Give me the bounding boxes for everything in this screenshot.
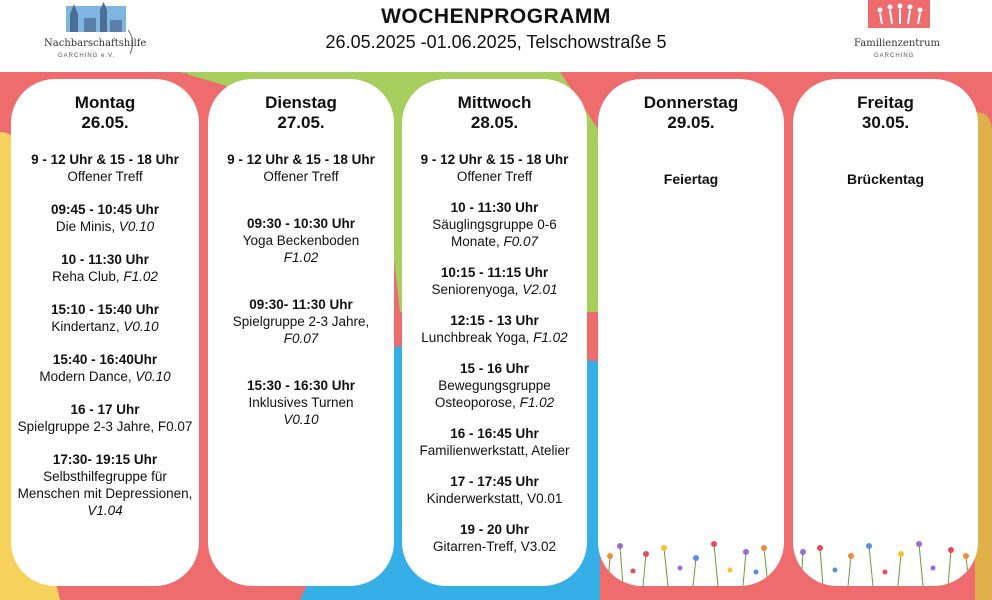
day-name: Montag [74,93,136,112]
entry-room: V2.01 [522,282,558,297]
entry-time: 10:15 - 11:15 Uhr [440,265,549,280]
entry-room: F1.02 [283,250,319,265]
entry-description: Spielgruppe 2-3 Jahre, F0.07 [17,419,193,434]
day-date: 28.05. [470,113,519,132]
entry-room: F1.02 [123,269,158,284]
holiday-note: Brückentag [846,171,925,187]
entry-description: Gitarren-Treff, V3.02 [432,539,557,554]
program-entry [208,296,394,347]
entry-description: Bewegungsgruppe Osteoporose, [434,378,551,410]
program-entry [11,301,199,335]
program-entry [402,199,587,250]
program-entry [11,401,199,435]
entry-room: F1.02 [533,330,568,345]
logo-right-name: Familienzentrum [854,38,941,49]
program-entry [11,201,199,235]
logo-left-name: Nachbarschaftshilfe [44,38,147,49]
entry-description: Die Minis, [55,219,119,234]
entry-time: 9 - 12 Uhr & 15 - 18 Uhr [31,152,179,167]
entry-time: 09:45 - 10:45 Uhr [50,202,160,217]
entry-description: Inklusives Turnen [248,395,354,410]
day-date: 30.05. [861,113,910,132]
program-entry [402,312,587,346]
day-date: 29.05. [667,113,715,132]
entry-room: V0.10 [135,369,171,384]
entry-time: 17:30- 19:15 Uhr [52,452,158,467]
page-subtitle: 26.05.2025 -01.06.2025, Telschowstraße 5 [325,32,667,52]
program-entry [11,451,199,519]
entry-time: 19 - 20 Uhr [459,522,530,537]
day-name: Dienstag [265,93,337,112]
program-entry [402,264,587,298]
program-entry [402,151,587,185]
program-entry [11,251,199,285]
entry-time: 15:30 - 16:30 Uhr [246,378,356,393]
program-entry [402,521,587,555]
day-card-dienstag [208,79,394,586]
program-entry [208,215,394,266]
entry-description: Reha Club, [52,269,124,284]
family-tree-icon [850,0,945,40]
page-title: WOCHENPROGRAMM [381,5,611,28]
entry-time: 9 - 12 Uhr & 15 - 18 Uhr [420,152,569,167]
day-name: Mittwoch [457,93,532,112]
entry-time: 17 - 17:45 Uhr [450,474,539,489]
program-entry [208,151,394,185]
header [0,0,992,72]
entry-description: Familienwerkstatt, Atelier [419,443,570,458]
entry-description: Selbsthilfegruppe für Menschen mit Depressionen, [17,469,193,501]
entry-room: V0.10 [283,412,319,427]
entry-description: Offener Treff [263,169,339,184]
day-name: Donnerstag [643,93,739,112]
entry-time: 09:30- 11:30 Uhr [249,297,353,312]
logo-left-sub: GARCHING e.V. [58,53,116,59]
flowers-decoration [598,526,784,586]
program-entry [402,360,587,411]
entry-room: F0.07 [283,331,319,346]
program-entry [11,151,199,185]
entry-room: F1.02 [519,395,555,410]
entry-room: F0.07 [503,234,539,249]
entry-time: 10 - 11:30 Uhr [450,200,539,215]
entry-description: Yoga Beckenboden [242,233,360,248]
day-card-donnerstag [598,79,784,586]
entry-description: Modern Dance, [39,369,136,384]
entry-time: 12:15 - 13 Uhr [450,313,539,328]
entry-description: Seniorenyoga, [431,282,523,297]
day-name: Freitag [857,93,914,112]
entry-room: V1.04 [87,503,123,518]
holiday-note: Feiertag [663,171,719,187]
program-entry [402,473,587,507]
entry-room: V0.10 [123,319,159,334]
entry-description: Spielgruppe 2-3 Jahre, [232,314,370,329]
day-date: 26.05. [81,113,129,132]
day-card-mittwoch [402,79,587,586]
day-card-freitag [793,79,978,586]
entry-time: 16 - 17 Uhr [70,402,140,417]
day-card-montag [11,79,199,586]
entry-time: 15 - 16 Uhr [459,361,530,376]
entry-room: V0.10 [118,219,155,234]
entry-description: Offener Treff [67,169,143,184]
flowers-decoration [793,526,978,586]
entry-time: 15:40 - 16:40Uhr [52,352,158,367]
entry-time: 9 - 12 Uhr & 15 - 18 Uhr [227,152,375,167]
entry-description: Säuglingsgruppe 0-6 Monate, [432,217,557,249]
program-entry [11,351,199,385]
day-date: 27.05. [277,113,325,132]
entry-description: Kinderwerkstatt, V0.01 [426,491,563,506]
program-entry [208,377,394,428]
entry-description: Lunchbreak Yoga, [421,330,534,345]
logo-right-sub: GARCHING [874,53,915,59]
familienzentrum-logo [850,0,945,64]
program-entry [402,425,587,459]
entry-time: 09:30 - 10:30 Uhr [246,216,356,231]
entry-description: Offener Treff [456,169,533,184]
entry-time: 15:10 - 15:40 Uhr [50,302,160,317]
entry-time: 16 - 16:45 Uhr [450,426,539,441]
entry-time: 10 - 11:30 Uhr [61,252,149,267]
entry-description: Kindertanz, [51,319,124,334]
